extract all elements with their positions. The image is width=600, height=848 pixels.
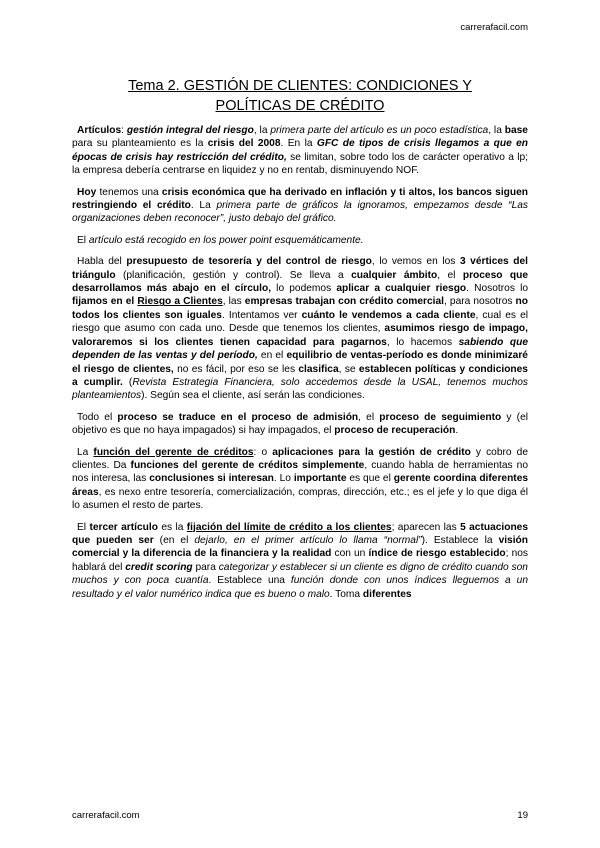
paragraph-articulos: [72, 124, 528, 178]
text: ; nos hablará del: [72, 548, 529, 573]
text-bold: importante: [293, 473, 347, 485]
text: . Intentamos ver: [221, 309, 302, 321]
text-bold: aplicaciones para la gestión de crédito: [272, 446, 471, 458]
text-bold-underlined: función del gerente de créditos: [93, 446, 254, 458]
text: es la: [157, 521, 187, 533]
text: , cual es el riesgo que asumo con cada uno. Desde que tenemos los clientes,: [72, 309, 528, 335]
text-bold: proceso de seguimiento: [379, 411, 502, 423]
text-bold: cuánto le vendemos a cada cliente: [301, 309, 476, 321]
text: , la: [488, 125, 505, 136]
text: lo podemos: [271, 283, 337, 295]
text: con un: [331, 548, 369, 560]
header-site-name: carrerafacil.com: [460, 22, 528, 33]
text: , para nosotros: [443, 296, 516, 308]
text-bold: índice de riesgo establecido: [368, 548, 506, 560]
text: no es fácil, por eso se les: [173, 363, 299, 375]
text-bold: crisis económica que ha derivado en inflación y ti altos, los bancos siguen restringiendo el crédito: [72, 186, 528, 212]
text-bold: Hoy: [77, 186, 97, 198]
text: ; aparecen las: [391, 521, 461, 533]
text: ). Establece la: [421, 534, 499, 546]
text-italic: Revista Estrategia Financiera, solo accedemos desde la USAL, tenemos muchos planteamientos: [72, 376, 528, 402]
text-bold: asumimos riesgo de impago, valoraremos si los clientes tienen capacidad para pagarnos: [72, 323, 528, 348]
text: tenemos una: [96, 186, 162, 198]
text-bold: empresas trabajan con crédito comercial: [244, 296, 444, 308]
page-number: 19: [517, 810, 528, 821]
text-bold: clasifica: [298, 363, 339, 375]
text: La: [77, 446, 94, 458]
text: Habla del: [77, 256, 127, 268]
title-line-1: Tema 2. GESTIÓN DE CLIENTES: CONDICIONES Y: [128, 78, 472, 94]
text: , es nexo entre tesorería, comercialización, compras, dirección, etc.; es el jefe y lo que diga él lo asumen el resto de partes.: [72, 486, 528, 512]
footer-site-name: carrerafacil.com: [72, 810, 140, 821]
text-bold: 5 actuaciones que pueden ser: [72, 521, 529, 546]
text-bold-italic: credit scoring: [125, 561, 193, 573]
text: . Toma: [329, 588, 363, 600]
text-italic: primera parte del artículo es un poco estadística: [270, 125, 489, 136]
text-bold: establecen políticas y condiciones a cumplir.: [72, 363, 528, 388]
paragraph-tercer-articulo: [72, 521, 528, 601]
text-bold: fijamos en el: [72, 296, 138, 308]
text-italic: dejarlo, en el primer artículo lo llama “normal”: [194, 534, 422, 546]
text: ). Según sea el cliente, así serán las condiciones.: [141, 390, 365, 402]
text-italic: función donde con unos índices lleguemos a un resultado y el valor numérico indica que es bueno o malo: [72, 575, 528, 600]
document-title: [72, 76, 528, 116]
text: , el: [358, 411, 380, 423]
text: se limitan, sobre todo los de carácter operativo a lp; la empresa debería centrarse en liquidez y no en rentab, disminuyendo NOF.: [72, 151, 529, 177]
text-bold: visión comercial y la diferencia de la financiera y la realidad: [72, 534, 529, 560]
text-bold-italic: sabiendo que dependen de las ventas y del período,: [72, 336, 528, 362]
text: (: [122, 376, 133, 388]
text-bold: proceso que desarrollamos más abajo en el círculo,: [72, 269, 529, 295]
text-bold-italic: GFC de tipos de crisis llegamos a que en épocas de crisis hay restricción del crédito,: [72, 138, 528, 163]
document-body: [72, 124, 528, 609]
text-italic: artículo está recogido en los power point esquemáticamente.: [88, 234, 364, 246]
text: , se: [338, 363, 359, 375]
paragraph-gerente: [72, 446, 528, 513]
text: .: [455, 425, 459, 437]
text: , cuando habla de herramientas no nos interesa, las: [72, 459, 528, 485]
text: :: [121, 125, 127, 136]
text: , la: [253, 125, 271, 136]
text: , lo vemos en los: [371, 256, 460, 268]
text: , el: [437, 269, 463, 281]
text: . La: [190, 200, 217, 212]
title-line-2: POLÍTICAS DE CRÉDITO: [215, 98, 385, 114]
text-bold-underlined: fijación del límite de crédito a los clientes: [186, 521, 392, 533]
text-bold: presupuesto de tesorería y del control de riesgo: [126, 256, 372, 268]
text: (planificación, gestión y control). Se lleva a: [115, 269, 352, 281]
text-bold: conclusiones si interesan: [149, 473, 274, 485]
text-bold-underlined: Riesgo a Clientes: [137, 296, 223, 308]
text-bold: funciones del gerente de créditos simplemente: [130, 459, 365, 471]
text: . Nosotros lo: [466, 283, 528, 295]
text: para: [192, 561, 219, 573]
text: en el: [257, 350, 287, 362]
text-bold: crisis del 2008: [207, 138, 281, 150]
text: . En la: [280, 138, 317, 150]
text: es que el: [346, 473, 394, 485]
text: Todo el: [77, 411, 118, 423]
text-bold: tercer artículo: [89, 521, 158, 533]
text-bold: aplicar a cualquier riesgo: [336, 283, 467, 295]
text: , lo hacemos: [386, 336, 459, 348]
paragraph-presupuesto: [72, 255, 528, 402]
text-bold: proceso se traduce en el proceso de admisión: [117, 411, 359, 423]
text: . Establece una: [208, 575, 291, 587]
text-bold: cualquier ámbito: [351, 269, 438, 281]
text-bold: no todos los clientes son iguales: [72, 296, 528, 321]
text-italic: categorizar y establecer si un cliente es digno de crédito cuando son muchos y con poca cuantía: [72, 561, 528, 587]
text: : o: [253, 446, 273, 458]
text: , las: [222, 296, 245, 308]
text-italic: primera parte de gráficos la ignoramos, empezamos desde “Las organizaciones deben reconocer”, justo debajo del gráfico.: [72, 200, 528, 225]
text: y (el objetivo es que no haya impagados) si hay impagados, el: [72, 411, 529, 437]
text: El: [77, 234, 89, 246]
text-bold: base: [504, 125, 528, 136]
text-bold: gerente coordina diferentes áreas: [72, 473, 529, 498]
text: El: [77, 521, 90, 533]
text-bold-italic: gestión integral del riesgo: [126, 125, 254, 136]
paragraph-proceso: [72, 411, 528, 438]
text-bold: Artículos: [77, 125, 122, 136]
text-bold: 3 vértices del triángulo: [72, 256, 529, 281]
paragraph-hoy: [72, 186, 528, 226]
text: (en el: [153, 534, 195, 546]
text: . Lo: [273, 473, 294, 485]
text: para su planteamiento es la: [72, 138, 208, 150]
text: y cobro de clientes. Da: [72, 446, 528, 471]
paragraph-power-point: [72, 234, 528, 247]
text-bold: proceso de recuperación: [334, 425, 456, 437]
text-bold: diferentes: [362, 588, 412, 600]
text-bold: equilibrio de ventas-período es donde minimizaré el riesgo de clientes,: [72, 350, 528, 375]
